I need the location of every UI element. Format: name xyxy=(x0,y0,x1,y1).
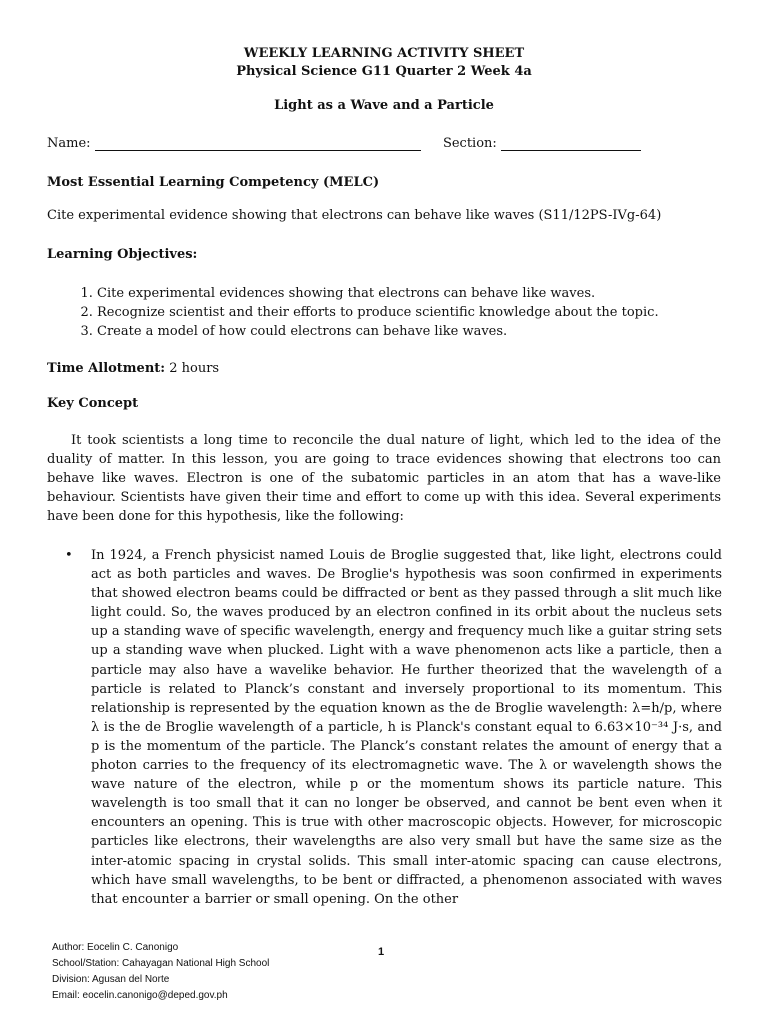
sheet-title: WEEKLY LEARNING ACTIVITY SHEET xyxy=(243,46,525,61)
footer-email: Email: eocelin.canonigo@deped.gov.ph xyxy=(52,990,228,1001)
name-label: Name: xyxy=(47,136,91,151)
objective-item: 3. Create a model of how could electrons can behave like waves. xyxy=(97,322,659,341)
footer-info xyxy=(52,940,269,1004)
bullet-icon: • xyxy=(65,548,73,563)
lesson-topic: Light as a Wave and a Particle xyxy=(274,98,494,113)
time-label: Time Allotment: xyxy=(47,361,166,376)
bullet-text: In 1924, a French physicist named Louis de Broglie suggested that, like light, electrons could act as both particles and waves. De Broglie's hypothesis was soon confirmed in experiments that showed electron beams could be diffracted or bent as they passed through a slit much like light could. So, the waves produced by an electron confined in its orbit about the nucleus sets up a standing wave of specific wavelength, energy and frequency much like a guitar string sets up a standing wave when plucked. Light with a wave phenomenon acts like a particle, then a particle may also have a wavelike behavior. He further theorized that the wavelength of a particle is related to Planck’s constant and inversely proportional to its momentum. This relationship is represented by the equation known as the de Broglie wavelength: λ=h/p, where λ is the de Broglie wavelength of a particle, h is Planck's constant equal to 6.63×10⁻³⁴ J·s, and p is the momentum of the particle. The Planck’s constant relates the amount of energy that a photon carries to the frequency of its electromagnetic wave. The λ or wavelength shows the wave nature of the electron, while p or the momentum shows its particle nature. This wavelength is too small that it can no longer be observed, and cannot be bent even when it encounters an opening. This is true with other macroscopic objects. However, for microscopic particles like electrons, their wavelengths are also very small but have the same size as the inter-atomic spacing in crystal solids. This small inter-atomic spacing can cause electrons, which have small wavelengths, to be bent or diffracted, a phenomenon associated with waves that encounter a barrier or small opening. On the other xyxy=(91,548,722,907)
bullet-item xyxy=(47,546,722,909)
name-section-row xyxy=(47,136,641,151)
sheet-subtitle: Physical Science G11 Quarter 2 Week 4a xyxy=(236,64,532,79)
objective-item: 1. Cite experimental evidences showing that electrons can behave like waves. xyxy=(97,284,659,303)
footer-school: School/Station: Cahayagan National High School xyxy=(52,958,270,969)
melc-heading: Most Essential Learning Competency (MELC) xyxy=(47,175,380,190)
objectives-heading: Learning Objectives: xyxy=(47,247,198,262)
melc-text: Cite experimental evidence showing that electrons can behave like waves (S11/12PS-IVg-64) xyxy=(47,208,662,223)
key-concept-heading: Key Concept xyxy=(47,396,139,411)
section-field[interactable] xyxy=(501,138,641,151)
footer-division: Division: Agusan del Norte xyxy=(52,974,170,985)
key-concept-intro: It took scientists a long time to reconcile the dual nature of light, which led to the idea of the duality of matter. In this lesson, you are going to trace evidences showing that electrons too can behave like waves. Electron is one of the subatomic particles in an atom that has a wave-like behaviour. Scientists have given their time and effort to come up with this idea. Several experiments have been done for this hypothesis, like the following: xyxy=(47,433,721,524)
section-label: Section: xyxy=(442,136,497,151)
objectives-list xyxy=(47,284,659,341)
footer-author: Author: Eocelin C. Canonigo xyxy=(52,942,179,953)
page-number: 1 xyxy=(378,946,385,958)
name-field[interactable] xyxy=(95,138,421,151)
objective-item: 2. Recognize scientist and their efforts to produce scientific knowledge about the topic. xyxy=(97,303,659,322)
time-value: 2 hours xyxy=(165,361,220,376)
time-allotment xyxy=(47,361,219,376)
